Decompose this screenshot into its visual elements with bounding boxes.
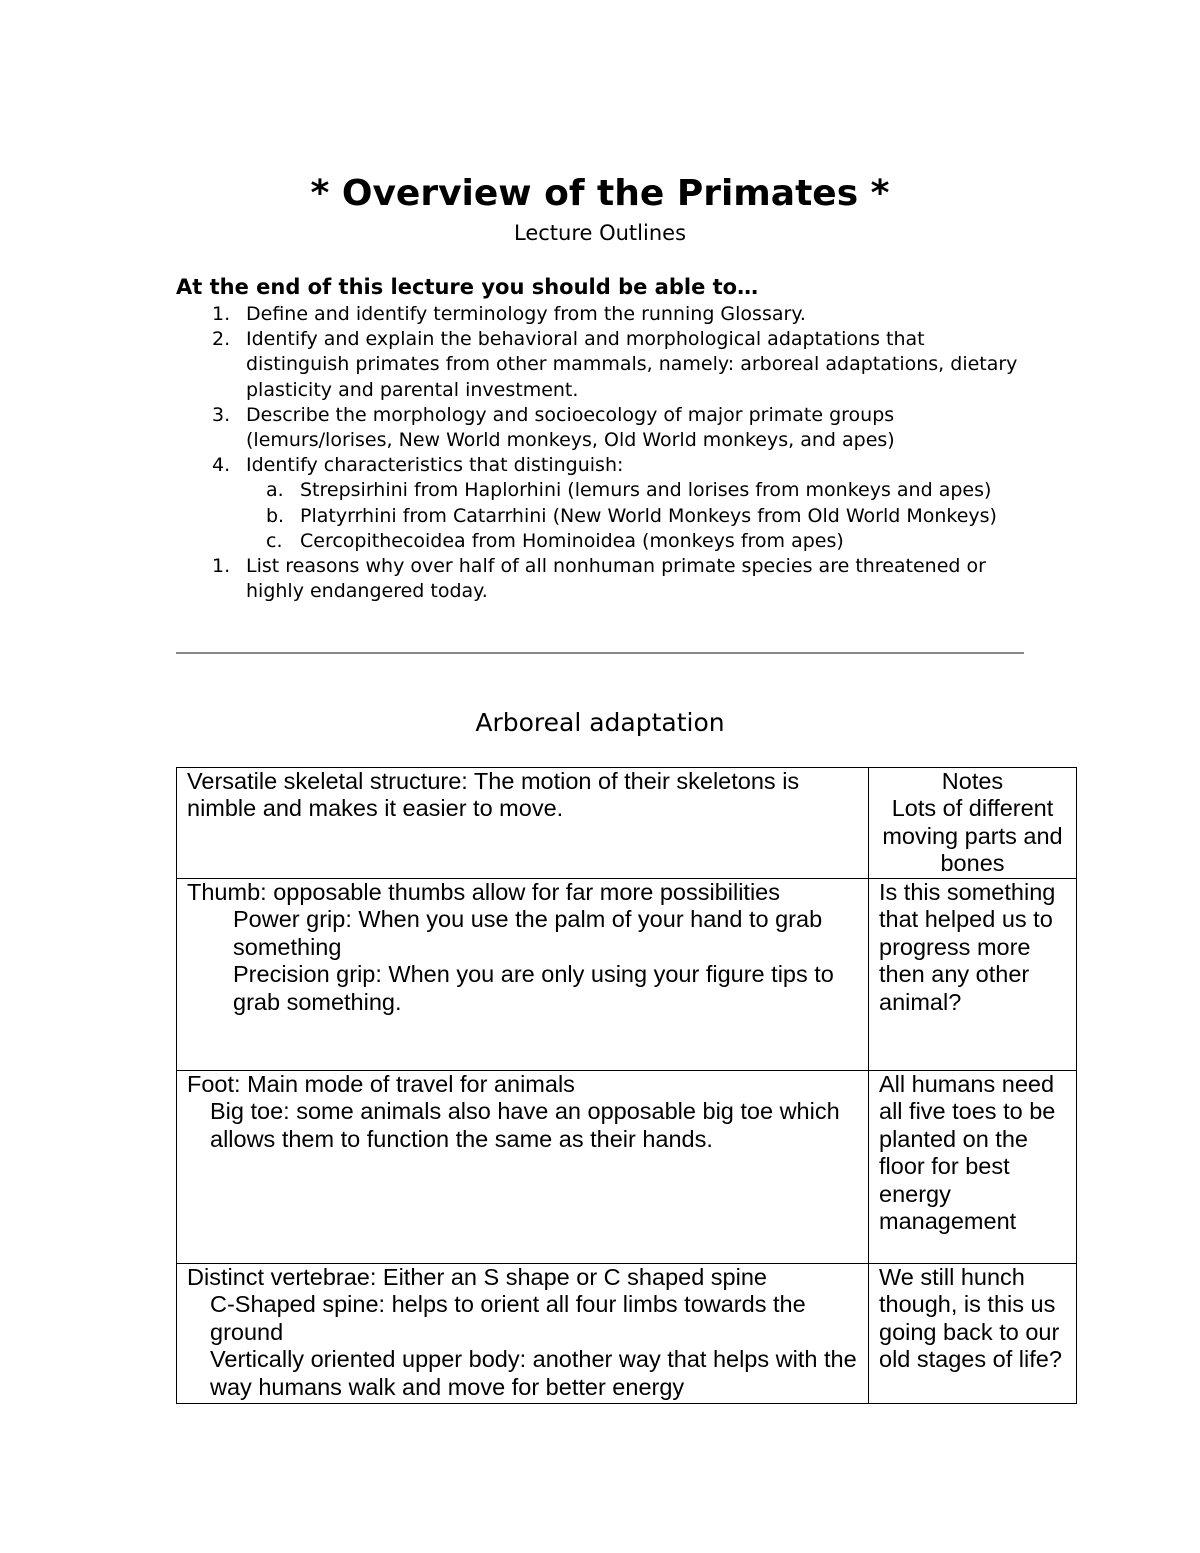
sub-list-letter: c. (266, 529, 283, 552)
table-cell-main (177, 1071, 869, 1264)
learning-objectives (176, 273, 1024, 604)
list-number: 1. (212, 555, 231, 578)
list-item (176, 327, 1024, 403)
list-text: Define and identify terminology from the running Glossary. (246, 303, 806, 325)
list-number: 4. (212, 454, 231, 477)
list-number: 3. (212, 403, 231, 426)
sub-list-letter: b. (266, 504, 285, 527)
section-heading: Arboreal adaptation (475, 708, 725, 737)
page-title: * Overview of the Primates * (310, 173, 890, 214)
sub-list-text: Strepsirhini from Haplorhini (lemurs and lorises from monkeys and apes) (300, 479, 992, 502)
horizontal-divider (176, 652, 1024, 654)
note-text: Is this something that helped us to progress more then any other animal? (879, 879, 1056, 1015)
list-number: 2. (212, 328, 231, 351)
cell-line: Thumb: opposable thumbs allow for far more possibilities (187, 879, 780, 905)
sub-list-text: Platyrrhini from Catarrhini (New World Monkeys from Old World Monkeys) (300, 504, 997, 527)
list-item (176, 554, 1024, 604)
cell-line: C-Shaped spine: helps to orient all four limbs towards the ground (210, 1291, 806, 1345)
cell-line: Precision grip: When you are only using your figure tips to grab something. (233, 961, 834, 1015)
list-number: 1. (212, 303, 231, 325)
cell-line: Versatile skeletal structure: The motion of their skeletons is nimble and makes it easier to move. (187, 768, 800, 822)
sub-list-item (176, 504, 1024, 529)
table-row (177, 1071, 1077, 1264)
list-text: Identify and explain the behavioral and morphological adaptations that distinguish primates from other mammals, namely: arboreal adaptations, dietary plasticity and parental investment. (246, 328, 1018, 401)
sub-list-item (176, 529, 1024, 554)
cell-line: Vertically oriented upper body: another way that helps with the way humans walk and move for better energy (210, 1346, 857, 1400)
adaptation-table (176, 767, 1077, 1404)
list-item (176, 403, 1024, 453)
table-cell-main (177, 768, 869, 879)
table-cell-main (177, 1264, 869, 1404)
table-cell-notes (869, 1071, 1077, 1264)
table-cell-main (177, 879, 869, 1071)
list-text: Describe the morphology and socioecology of major primate groups (lemurs/lorises, New World monkeys, Old World monkeys, and apes) (246, 403, 895, 452)
note-text: All humans need all five toes to be planted on the floor for best energy management (879, 1071, 1056, 1235)
objectives-heading: At the end of this lecture you should be able to… (176, 275, 759, 299)
sub-list-text: Cercopithecoidea from Hominoidea (monkeys from apes) (300, 529, 844, 552)
table-row (177, 879, 1077, 1071)
note-text: Lots of different moving parts and bones (882, 795, 1063, 877)
cell-line: Distinct vertebrae: Either an S shape or C shaped spine (187, 1264, 767, 1290)
list-text: Identify characteristics that distinguish: (246, 454, 624, 477)
list-text: List reasons why over half of all nonhuman primate species are threatened or highly endangered today. (246, 555, 986, 603)
list-item (176, 302, 1024, 327)
list-item (176, 453, 1024, 478)
page-subtitle: Lecture Outlines (513, 221, 687, 245)
sub-list-item (176, 478, 1024, 503)
cell-line: Power grip: When you use the palm of your hand to grab something (233, 906, 823, 960)
notes-heading: Notes (941, 768, 1004, 794)
table-cell-notes (869, 1264, 1077, 1404)
cell-line: Big toe: some animals also have an opposable big toe which allows them to function the same as their hands. (210, 1098, 840, 1152)
cell-line: Foot: Main mode of travel for animals (187, 1071, 575, 1097)
sub-list-letter: a. (266, 479, 284, 502)
table-cell-notes (869, 768, 1077, 879)
note-text: We still hunch though, is this us going back to our old stages of life? (879, 1264, 1062, 1373)
table-cell-notes (869, 879, 1077, 1071)
table-row (177, 1264, 1077, 1404)
table-row (177, 768, 1077, 879)
